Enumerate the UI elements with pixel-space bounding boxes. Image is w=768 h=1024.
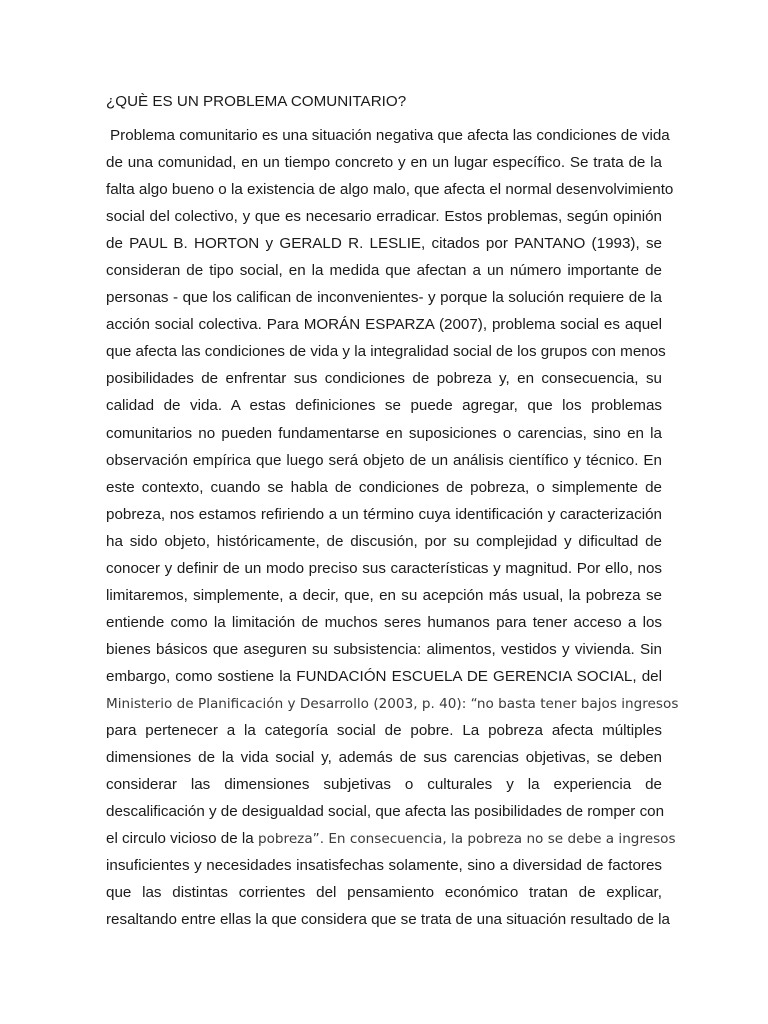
paragraph-line (106, 230, 662, 257)
line-text: el circulo vicioso de la (106, 830, 258, 848)
line-text: considerar las dimensiones subjetivas o culturales y la experiencia de (106, 776, 662, 794)
paragraph-line (106, 311, 662, 338)
line-text: social del colectivo, y que es necesario erradicar. Estos problemas, según opinión (106, 208, 662, 226)
line-text: que las distintas corrientes del pensamiento económico tratan de explicar, (106, 884, 662, 902)
paragraph-line (106, 420, 662, 447)
paragraph-line (106, 798, 665, 825)
line-text: personas - que los califican de inconvenientes- y porque la solución requiere de la (106, 289, 662, 307)
line-text: resaltando entre ellas la que considera que se trata de una situación resultado de la (106, 911, 670, 929)
paragraph-line (106, 771, 662, 798)
document-title: ¿QUÈ ES UN PROBLEMA COMUNITARIO? (106, 93, 407, 110)
line-text: falta algo bueno o la existencia de algo malo, que afecta el normal desenvolvimiento (106, 181, 674, 199)
paragraph-line (106, 528, 662, 555)
line-text: ha sido objeto, históricamente, de discusión, por su complejidad y dificultad de (106, 532, 662, 550)
line-text: descalificación y de desigualdad social, que afecta las posibilidades de romper con (106, 803, 665, 821)
line-text: consideran de tipo social, en la medida que afectan a un número importante de (106, 262, 662, 280)
paragraph-line (106, 257, 662, 284)
line-text: comunitarios no pueden fundamentarse en suposiciones o carencias, sino en la (106, 424, 662, 442)
line-text-alt-font: Ministerio de Planificación y Desarrollo (2003, p. 40): “no basta tener bajos ingresos (106, 695, 679, 712)
paragraph-line (106, 392, 662, 419)
paragraph-line (106, 284, 662, 311)
paragraph-line (106, 447, 662, 474)
paragraph-line (106, 852, 662, 879)
paragraph-line (106, 149, 662, 176)
line-text: que afecta las condiciones de vida y la integralidad social de los grupos con menos (106, 343, 666, 361)
line-text: bienes básicos que aseguren su subsistencia: alimentos, vestidos y vivienda. Sin (106, 640, 662, 658)
paragraph-line (106, 717, 662, 744)
line-text: entiende como la limitación de muchos seres humanos para tener acceso a los (106, 613, 662, 631)
paragraph-line (106, 501, 662, 528)
paragraph-line (106, 690, 679, 717)
line-text: este contexto, cuando se habla de condiciones de pobreza, o simplemente de (106, 478, 662, 496)
paragraph-line (106, 879, 662, 906)
paragraph-line (106, 906, 670, 933)
line-text: embargo, como sostiene la FUNDACIÓN ESCUELA DE GERENCIA SOCIAL, del (106, 667, 662, 685)
line-text: de una comunidad, en un tiempo concreto y en un lugar específico. Se trata de la (106, 154, 662, 172)
paragraph-line (106, 825, 676, 852)
paragraph-line (106, 636, 662, 663)
line-text: limitaremos, simplemente, a decir, que, en su acepción más usual, la pobreza se (106, 586, 662, 604)
paragraph-line (106, 365, 662, 392)
line-text: Problema comunitario es una situación negativa que afecta las condiciones de vida (110, 127, 670, 144)
line-text: observación empírica que luego será objeto de un análisis científico y técnico. En (106, 451, 662, 469)
line-text: de PAUL B. HORTON y GERALD R. LESLIE, citados por PANTANO (1993), se (106, 235, 662, 253)
line-text: calidad de vida. A estas definiciones se puede agregar, que los problemas (106, 397, 662, 415)
line-text: para pertenecer a la categoría social de pobre. La pobreza afecta múltiples (106, 722, 662, 740)
paragraph-line (106, 663, 662, 690)
paragraph-line (106, 122, 670, 149)
paragraph-line (106, 744, 662, 771)
line-text: posibilidades de enfrentar sus condiciones de pobreza y, en consecuencia, su (106, 370, 662, 388)
paragraph-line (106, 203, 662, 230)
paragraph-line (106, 176, 674, 203)
line-text: acción social colectiva. Para MORÁN ESPARZA (2007), problema social es aquel (106, 316, 662, 334)
paragraph-line (106, 582, 662, 609)
line-text: conocer y definir de un modo preciso sus características y magnitud. Por ello, nos (106, 559, 662, 577)
document-body (106, 122, 679, 933)
line-text: dimensiones de la vida social y, además de sus carencias objetivas, se deben (106, 749, 662, 767)
paragraph-line (106, 474, 662, 501)
paragraph-line (106, 338, 666, 365)
paragraph-line (106, 609, 662, 636)
line-text: pobreza, nos estamos refiriendo a un término cuya identificación y caracterización (106, 505, 662, 523)
paragraph-line (106, 555, 662, 582)
line-text: insuficientes y necesidades insatisfechas solamente, sino a diversidad de factores (106, 857, 662, 875)
line-text-alt-font: pobreza”. En consecuencia, la pobreza no se debe a ingresos (257, 831, 676, 848)
